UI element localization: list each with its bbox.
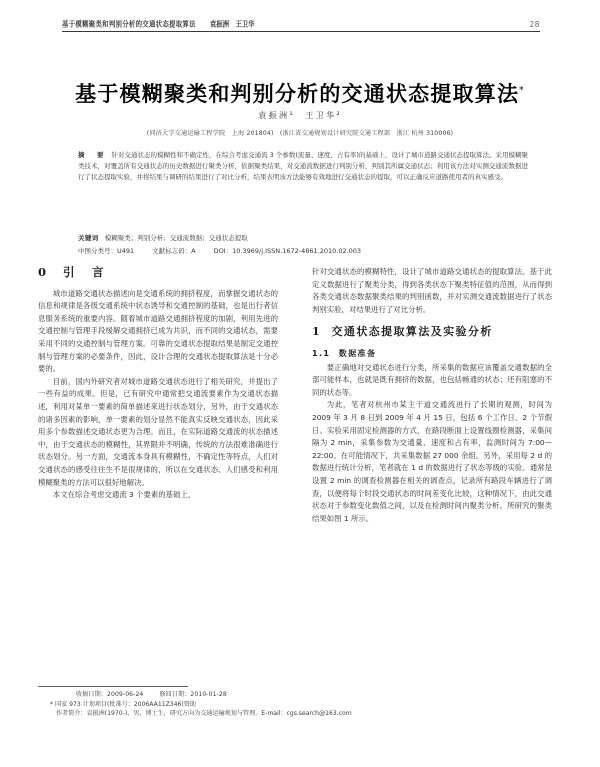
title-footnote-marker: * <box>519 86 525 96</box>
page-number: 28 <box>529 20 540 29</box>
classification-codes <box>78 246 528 257</box>
affiliation-line: (同济大学交通运输工程学院 上海 201804) (浙江省交通规划设计研究院交通工程部 浙江 杭州 310006) <box>146 130 454 137</box>
paragraph: 要正确地对交通状态进行分类，所采集的数据应该覆盖交通数据的全部可能样本，也就是既有拥挤的数据，也包括畅通的状态；还有阻塞的不同的状态等。 <box>312 362 552 397</box>
section-heading-algorithm <box>312 326 552 339</box>
abstract-paragraph <box>78 150 528 184</box>
subsection-number: 1.1 <box>312 348 331 358</box>
running-title: 基于模糊聚类和判别分析的交通状态提取算法 <box>62 19 196 29</box>
abstract-text: 针对交通状态的模糊性和不确定性，在综合考虑交通流 3 个参数(流量、速度、占有率)的基础上，设计了城市道路交通状态提取算法。采用模糊聚类技术，对覆盖所有交通状态的历史数据进行聚类分析，依据聚类结果，对交通流数据进行判别分析，判别其所属交通状态；利用该方法对实测交通流数据进行了状态提取实验，并将结果与调研的结果进行了对比分析，结果表明该方法能够有效地进行交通状态的提取，可以正确反应道路使用者的真实感受。 <box>78 151 529 182</box>
section-title: 交通状态提取算法及实验分析 <box>331 325 493 339</box>
clc-code: 中图分类号：U491 <box>78 247 135 255</box>
abstract-block <box>78 150 528 184</box>
section-heading-intro <box>38 266 278 279</box>
doc-value: A <box>191 247 196 255</box>
title-text: 基于模糊聚类和判别分析的交通状态提取算法 <box>75 81 520 106</box>
footnote-funding: * 国家 973 计划项目(批准号：2006AA11Z346)资助 <box>50 700 196 708</box>
body-column-right <box>312 266 552 525</box>
paragraph: 目前，国内外研究者对城市道路交通状态进行了相关研究，并提出了一些有益的成果。但是，已有研究中通常把交通流要素作为交通状态描述，利用对某单一要素的简单描述来进行状态划分，另外，由于交通状态的诸多因素的影响，单一要素的划分显然不能真实反映交通状态，因此采用多个参数描述交通状态更为合理。而且，在实际道路交通流的状态描述中，由于交通状态的模糊性，其界限并不明确，传统的方法很难准确进行状态划分。另一方面，交通流本身具有模糊性，不确定性等特点，人们对交通状态的感受往往生不是很规律的，所以在交通状态、人们感受和利用模糊聚类的方法可以很好地解决。 <box>38 376 278 487</box>
doi-value: 10.3969/j.ISSN.1672-4861.2010.02.003 <box>232 247 362 255</box>
section-number: 0 <box>38 265 50 279</box>
doi-label: DOI <box>213 247 226 255</box>
footnote-dates: 收稿日期：2009-06-24 修回日期：2010-01-28 <box>76 691 227 698</box>
clc-label: 中图分类号 <box>78 247 111 255</box>
paragraph: 城市道路交通状态描述向是交通系统的拥挤程度，而掌握交通状态的信息和规律是各级交通系统中状态诱导和交通控制的基础，也是出行者信息服务系统的重要内容。随着城市道路交通拥挤程度的加剧，利用先进的交通控制与管理手段缓解交通拥挤已成为共识，而不同的交通状态，需要采用不同的交通控制与管理方案。可靠的交通状态提取结果是制定交通控制与管理方案的必要条件，因此，设计合理的交通状态提取算法是十分必要的。 <box>38 288 278 374</box>
subsection-heading-data-prep <box>312 348 552 361</box>
subsection-title: 数据准备 <box>338 348 377 358</box>
body-column-left <box>38 266 278 502</box>
abstract-label: 摘 要 <box>78 151 107 159</box>
footnote-author-bio: 作者简介：袁振洲(1970-)，男，博士生，研究方向为交通运输规划与管理。E-mail：cgs.search@163.com <box>56 710 352 718</box>
clc-value: U491 <box>117 247 135 255</box>
paragraph: 为此，笔者对杭州市某主干道交通流进行了长期的观测，时间为 2009 年 3 月 8 日到 2009 年 4 月 15 日，包括 6 个工作日、2 个节假日。实验采用固定检测器的方式，在路段断面上设置线圈检测器，采集间隔为 2 min，采集参数为交通量、速度和占有率，监测时间为 7:00—22:00。在可能情况下，共采集数据 27 000 余组。另外，采用每 2 d 的数据进行统计分析，笔者就在 1 d 的数据进行了状态等级的实验。通常是设置 2 min 的调查检测器在相关的调查点，记录所有路段车辆进行了调查，以便将每个时段交通状态的时间差变化比较，这种情况下，由此交通状态对于参数变化数值之间，以及在检测时间内聚类分析。所研究的聚类结果如图 1 所示。 <box>312 400 552 523</box>
keywords-text: 模糊聚类；判别分析；交通流数据；交通状态提取 <box>104 234 248 242</box>
doi-code: DOI：10.3969/j.ISSN.1672-4861.2010.02.003 <box>213 247 362 255</box>
document-code: 文献标志码：A <box>152 247 196 255</box>
footnote-rule <box>38 686 188 687</box>
paragraph: 针对交通状态的模糊特性，设计了城市道路交通状态的提取算法。基于此定义数据进行了聚类分类，得到各类状态下聚类特征值的范围，从而得到各类交通状态数据聚类结果的判别函数，并对实测交通流数据进行了状态判别实验，对结果进行了对比分析。 <box>312 267 552 314</box>
running-header <box>62 20 540 29</box>
section-title: 引 言 <box>63 265 107 279</box>
footnote-block <box>38 690 478 719</box>
received-date: 2009-06-24 <box>106 691 144 698</box>
header-rule <box>62 31 540 32</box>
keywords-label: 关键词 <box>78 234 99 242</box>
doc-label: 文献标志码 <box>152 247 185 255</box>
paragraph: 本文在综合考虑交通流 3 个要素的基础上， <box>52 490 196 500</box>
page-title <box>0 78 600 108</box>
revised-date: 2010-01-28 <box>190 691 227 698</box>
running-authors: 袁振洲 王卫华 <box>209 19 255 29</box>
received-label: 收稿日期 <box>76 691 101 698</box>
keywords-line <box>78 233 528 244</box>
section-number: 1 <box>312 325 322 339</box>
revised-label: 修回日期 <box>159 691 185 698</box>
author-line: 袁振洲¹ 王卫华² <box>258 110 342 120</box>
